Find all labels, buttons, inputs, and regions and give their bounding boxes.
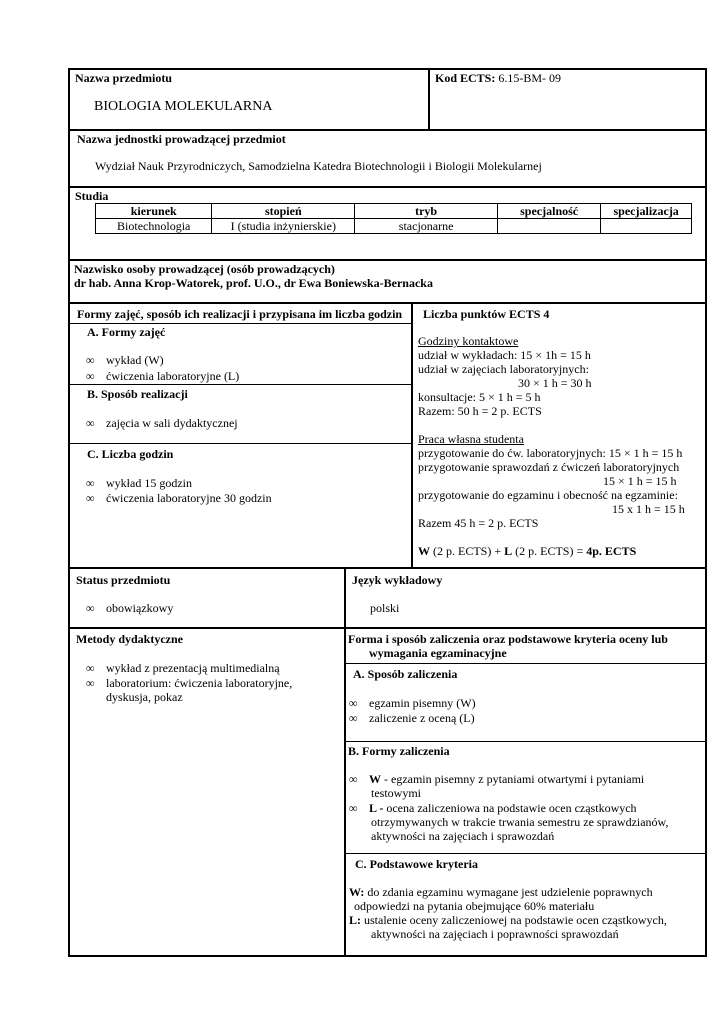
bullet-icon: ∞ bbox=[86, 369, 95, 383]
bullet-icon: ∞ bbox=[86, 601, 95, 615]
divider bbox=[68, 567, 707, 569]
ects-code-label: Kod ECTS: bbox=[435, 71, 496, 85]
assessment-a-title: A. Sposób zaliczenia bbox=[353, 667, 458, 681]
teachers-label: Nazwisko osoby prowadzącej (osób prowadzących) bbox=[74, 262, 335, 276]
ects-line: przygotowanie do ćw. laboratoryjnych: 15 × 1 h = 15 h bbox=[418, 446, 683, 460]
studies-cell bbox=[601, 219, 692, 234]
divider bbox=[344, 567, 346, 957]
list-item: ∞ laboratorium: ćwiczenia laboratoryjne, bbox=[86, 676, 293, 690]
divider bbox=[411, 302, 413, 568]
ects-line: udział w zajęciach laboratoryjnych: bbox=[418, 362, 589, 376]
teachers-value: dr hab. Anna Krop-Watorek, prof. U.O., dr Ewa Boniewska-Bernacka bbox=[74, 276, 433, 290]
ects-line: Razem: 50 h = 2 p. ECTS bbox=[418, 404, 542, 418]
forms-c-title: C. Liczba godzin bbox=[87, 447, 174, 461]
forms-header: Formy zajęć, sposób ich realizacji i przypisana im liczba godzin bbox=[77, 307, 403, 321]
list-item-cont: testowymi bbox=[371, 786, 421, 800]
ects-line: 15 × 1 h = 15 h bbox=[603, 474, 677, 488]
list-item-cont: dyskusja, pokaz bbox=[106, 690, 183, 704]
subject-name: BIOLOGIA MOLEKULARNA bbox=[94, 99, 273, 114]
ects-sum: W (2 p. ECTS) + L (2 p. ECTS) = 4p. ECTS bbox=[418, 544, 637, 558]
ects-line: przygotowanie do egzaminu i obecność na egzaminie: bbox=[418, 488, 678, 502]
assessment-header-2: wymagania egzaminacyjne bbox=[369, 646, 507, 660]
forms-b-title: B. Sposób realizacji bbox=[87, 387, 188, 401]
list-item: ∞ wykład (W) bbox=[86, 353, 164, 367]
ects-line: 15 x 1 h = 15 h bbox=[612, 502, 685, 516]
list-item: ∞ wykład z prezentacją multimedialną bbox=[86, 661, 280, 675]
ects-line: 30 × 1 h = 30 h bbox=[518, 376, 592, 390]
list-item: ∞ L - ocena zaliczeniowa na podstawie ocen cząstkowych bbox=[349, 801, 637, 815]
bullet-icon: ∞ bbox=[86, 416, 95, 430]
list-item: ∞ zaliczenie z oceną (L) bbox=[349, 711, 475, 725]
studies-table bbox=[95, 203, 692, 234]
list-item: ∞ egzamin pisemny (W) bbox=[349, 696, 476, 710]
unit-value: Wydział Nauk Przyrodniczych, Samodzielna Katedra Biotechnologii i Biologii Molekularnej bbox=[95, 159, 542, 173]
assessment-b-title: B. Formy zaliczenia bbox=[348, 744, 450, 758]
list-item: ∞ ćwiczenia laboratoryjne 30 godzin bbox=[86, 491, 272, 505]
divider bbox=[345, 853, 707, 854]
methods-label: Metody dydaktyczne bbox=[76, 632, 183, 646]
bullet-icon: ∞ bbox=[86, 676, 95, 690]
language-value: polski bbox=[370, 601, 400, 615]
list-item: ∞ ćwiczenia laboratoryjne (L) bbox=[86, 369, 240, 383]
criteria-l: L: ustalenie oceny zaliczeniowej na podstawie ocen cząstkowych, bbox=[349, 913, 667, 927]
bullet-icon: ∞ bbox=[86, 353, 95, 367]
studies-cell bbox=[497, 219, 600, 234]
studies-cell: Biotechnologia bbox=[96, 219, 212, 234]
divider bbox=[68, 323, 411, 324]
ects-line: konsultacje: 5 × 1 h = 5 h bbox=[418, 390, 541, 404]
self-study-title: Praca własna studenta bbox=[418, 432, 524, 446]
divider bbox=[68, 186, 707, 188]
divider bbox=[68, 302, 707, 304]
ects-line: przygotowanie sprawozdań z ćwiczeń laboratoryjnych bbox=[418, 460, 680, 474]
subject-label: Nazwa przedmiotu bbox=[75, 71, 172, 85]
ects-line: udział w wykładach: 15 × 1h = 15 h bbox=[418, 348, 591, 362]
list-item: ∞ zajęcia w sali dydaktycznej bbox=[86, 416, 238, 430]
studies-header-row bbox=[96, 204, 692, 219]
unit-label: Nazwa jednostki prowadzącej przedmiot bbox=[77, 132, 286, 146]
criteria-l-cont: aktywności na zajęciach i poprawności sprawozdań bbox=[371, 927, 619, 941]
studies-header-cell: specjalność bbox=[497, 204, 600, 219]
criteria-w-cont: odpowiedzi na pytania obejmujące 60% materiału bbox=[354, 899, 595, 913]
studies-data-row bbox=[96, 219, 692, 234]
studies-header-cell: stopień bbox=[212, 204, 355, 219]
bullet-icon: ∞ bbox=[86, 491, 95, 505]
list-item-cont: otrzymywanych w trakcie trwania semestru ze sprawdzianów, bbox=[371, 815, 669, 829]
divider bbox=[68, 627, 707, 629]
assessment-c-title: C. Podstawowe kryteria bbox=[355, 857, 478, 871]
divider bbox=[345, 741, 707, 742]
ects-line: Razem 45 h = 2 p. ECTS bbox=[418, 516, 539, 530]
status-value: ∞ obowiązkowy bbox=[86, 601, 174, 615]
bullet-icon: ∞ bbox=[349, 696, 358, 710]
list-item-cont: aktywności na zajęciach i sprawozdań bbox=[371, 829, 555, 843]
ects-code-value: 6.15-BM- 09 bbox=[498, 71, 562, 85]
divider bbox=[68, 384, 411, 385]
divider bbox=[68, 259, 707, 261]
ects-code bbox=[435, 71, 561, 85]
bullet-icon: ∞ bbox=[86, 476, 95, 490]
criteria-w: W: do zdania egzaminu wymagane jest udzielenie poprawnych bbox=[349, 885, 653, 899]
contact-hours-title: Godziny kontaktowe bbox=[418, 334, 519, 348]
divider bbox=[345, 663, 707, 664]
divider bbox=[68, 443, 411, 444]
forms-a-title: A. Formy zajęć bbox=[87, 325, 166, 339]
status-label: Status przedmiotu bbox=[76, 573, 171, 587]
assessment-header: Forma i sposób zaliczenia oraz podstawowe kryteria oceny lub bbox=[348, 632, 668, 646]
studies-cell: stacjonarne bbox=[355, 219, 498, 234]
studies-label: Studia bbox=[75, 189, 109, 203]
language-label: Język wykładowy bbox=[352, 573, 443, 587]
studies-header-cell: tryb bbox=[355, 204, 498, 219]
list-item: ∞ W - egzamin pisemny z pytaniami otwartymi i pytaniami bbox=[349, 772, 645, 786]
studies-header-cell: kierunek bbox=[96, 204, 212, 219]
studies-cell: I (studia inżynierskie) bbox=[212, 219, 355, 234]
bullet-icon: ∞ bbox=[349, 711, 358, 725]
list-item: ∞ wykład 15 godzin bbox=[86, 476, 192, 490]
bullet-icon: ∞ bbox=[86, 661, 95, 675]
ects-header: Liczba punktów ECTS 4 bbox=[423, 307, 550, 321]
divider bbox=[428, 68, 430, 130]
bullet-icon: ∞ bbox=[349, 772, 358, 786]
divider bbox=[68, 129, 707, 131]
bullet-icon: ∞ bbox=[349, 801, 358, 815]
studies-header-cell: specjalizacja bbox=[601, 204, 692, 219]
